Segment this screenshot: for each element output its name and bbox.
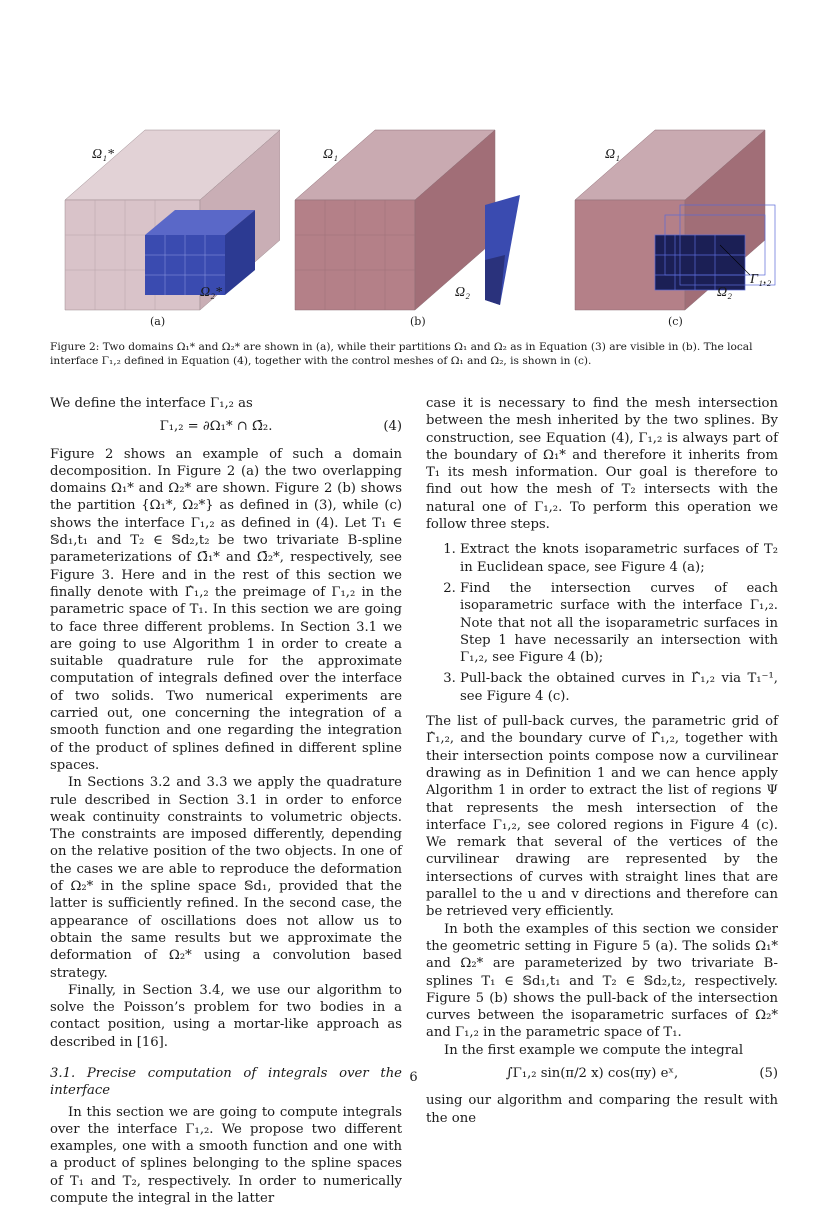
paragraph: In both the examples of this section we consider the geometric setting in Figure 5 (a). The solids Ω₁* and Ω₂* are parameterized by two trivariate B-splines T₁ ∈ 𝕊d₁,t₁ and T₂ ∈ 𝕊d₂,t₂, respectively. Figure 5 (b) shows the pull-back of the intersection curves between the isoparametric surfaces of Ω₂* and Γ₁,₂ in the parametric space of T₁. [426,921,778,1041]
list-item: 1. Extract the knots isoparametric surfaces of T₂ in Euclidean space, see Figure 4 (a); [460,541,778,576]
panel-label-b: (b) [410,315,426,328]
paragraph: In Sections 3.2 and 3.3 we apply the quadrature rule described in Section 3.1 in order to enforce weak continuity constraints to volumetric objects. The constraints are imposed differently, depending on the relative position of the two objects. In one of the cases we are able to reproduce the deformation of Ω₂* in the spline space 𝕊d₁, provided that the latter is sufficiently refined. In the second case, the appearance of oscillations does not allow us to obtain the same results but we approximate the deformation of Ω₂* using a convolution based strategy. [50,775,402,981]
label-omega1-c: Ω₁ [605,147,620,162]
label-gamma12: Γ₁,₂ [750,272,772,287]
equation-number: (5) [759,1065,778,1081]
subsection-heading: 3.1. Precise computation of integrals over the interface [50,1065,402,1099]
figure-panel-c [570,120,780,320]
equation-body: ∫Γ₁,₂ sin(π/2 x) cos(πy) eˣ, [505,1065,679,1081]
paragraph: using our algorithm and comparing the result with the one [426,1093,778,1126]
left-column [50,395,402,1207]
list-item: 3. Pull-back the obtained curves in Γ̂₁,₂ via T₁⁻¹, see Figure 4 (c). [460,670,778,705]
right-column [426,395,778,1127]
label-omega1-star: Ω₁* [92,147,114,162]
panel-label-c: (c) [668,315,683,328]
paragraph: Finally, in Section 3.4, we use our algorithm to solve the Poisson’s problem for two bodies in a contact position, using a mortar-like approach as described in [16]. [50,982,402,1050]
interface-region [655,235,745,290]
equation-body: Γ₁,₂ = ∂Ω₁* ∩ Ω̄₂. [159,419,273,435]
paragraph: In the first example we compute the integral [444,1042,744,1058]
label-omega2-b: Ω₂ [455,285,470,300]
paragraph: Figure 2 shows an example of such a domain decomposition. In Figure 2 (a) the two overlapping domains Ω₁* and Ω₂* are shown. Figure 2 (b) shows the partition {Ω₁*, Ω₂*} as defined in (3), while (c) shows the interface Γ₁,₂ as defined in (4). Let T₁ ∈ 𝕊d₁,t₁ and T₂ ∈ 𝕊d₂,t₂ be two trivariate B-spline parameterizations of Ω̄₁* and Ω̄₂*, respectively, see Figure 3. Here and in the rest of this section we finally denote with Γ̂₁,₂ the preimage of Γ₁,₂ in the parametric space of T₁. In this section we are going to face three different problems. In Section 3.1 we are going to use Algorithm 1 in order to create a suitable quadrature rule for the approximate computation of integrals defined over the interface of two solids. Two numerical experiments are carried out, one concerning the integration of a smooth function and one regarding the integration of the product of splines defined in different spline spaces. [50,446,402,773]
label-omega1-b: Ω₁ [323,147,338,162]
paragraph: In this section we are going to compute integrals over the interface Γ₁,₂. We propose two different examples, one with a smooth function and one with a product of splines belonging to the spline spaces of T₁ and T₂, respectively. In order to numerically compute the integral in the latter [50,1104,402,1207]
page-number: 6 [409,1070,418,1085]
equation-number: (4) [383,419,402,435]
paragraph: case it is necessary to find the mesh intersection between the mesh inherited by the two splines. By construction, see Equation (4), Γ₁,₂ is always part of the boundary of Ω₁* and therefore it inherits from T₁ its mesh information. Our goal is therefore to find out how the mesh of T₂ intersects with the natural one of Γ₁,₂. To perform this operation we follow three steps. [426,396,778,533]
label-omega2-star: Ω₂* [200,285,222,300]
figure-2 [50,120,780,340]
list-item: 2. Find the intersection curves of each isoparametric surface with the interface Γ₁,₂. Note that not all the isoparametric surfaces in Step 1 have necessarily an intersection with Γ₁,₂, see Figure 4 (b); [460,580,778,666]
equation-4 [50,418,402,435]
figure-caption: Figure 2: Two domains Ω₁* and Ω₂* are shown in (a), while their partitions Ω₁ and Ω₂ as in Equation (3) are visible in (b). The local interface Γ₁,₂ defined in Equation (4), together with the control meshes of Ω₁ and Ω₂, is shown in (c). [50,341,753,367]
panel-label-a: (a) [150,315,166,328]
steps-list [426,541,778,705]
paragraph: We define the interface Γ₁,₂ as [50,396,253,411]
paragraph: The list of pull-back curves, the parametric grid of Γ̂₁,₂, and the boundary curve of Γ̂₁,₂, together with their intersection points compose now a curvilinear drawing as in Definition 1 and we can hence apply Algorithm 1 in order to extract the list of regions Ψ that represents the mesh intersection of the interface Γ₁,₂, see colored regions in Figure 4 (c). We remark that several of the vertices of the curvilinear drawing are represented by the intersections of curves with straight lines that are parallel to the u and v directions and therefore can be retrieved very efficiently. [426,714,778,920]
figure-panel-a [50,120,280,320]
label-omega2-c: Ω₂ [717,285,732,300]
